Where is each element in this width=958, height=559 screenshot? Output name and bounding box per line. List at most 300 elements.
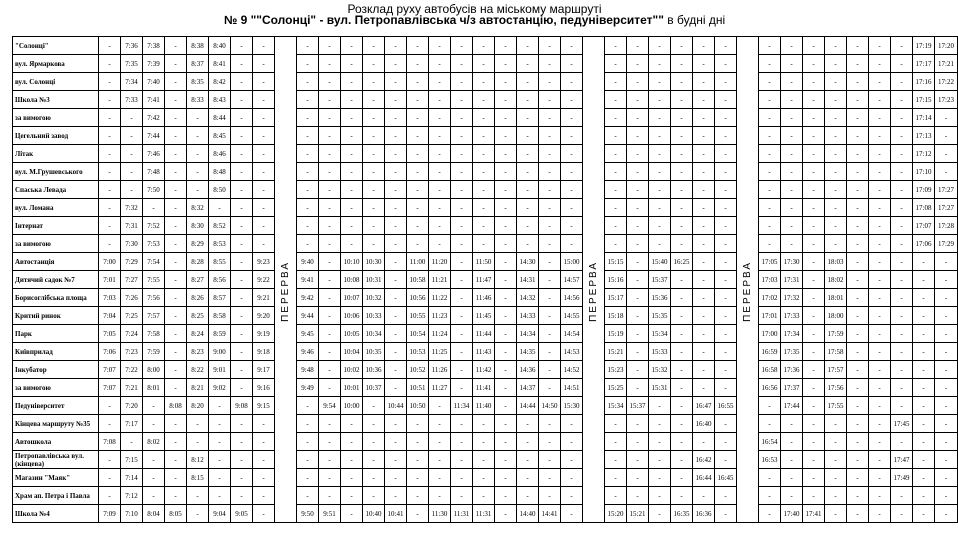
time-cell: - bbox=[187, 487, 209, 505]
time-cell: - bbox=[825, 451, 847, 469]
time-cell: - bbox=[341, 91, 363, 109]
time-cell: 17:31 bbox=[781, 271, 803, 289]
time-cell: 10:08 bbox=[341, 271, 363, 289]
time-cell: - bbox=[913, 397, 935, 415]
time-cell: - bbox=[319, 271, 341, 289]
time-cell: - bbox=[165, 433, 187, 451]
time-cell: - bbox=[715, 487, 737, 505]
time-cell: - bbox=[341, 181, 363, 199]
time-cell: 16:55 bbox=[715, 397, 737, 415]
time-cell: - bbox=[231, 127, 253, 145]
time-cell: - bbox=[935, 343, 958, 361]
time-cell: - bbox=[385, 289, 407, 307]
time-cell: 8:21 bbox=[187, 379, 209, 397]
time-cell: 7:26 bbox=[121, 289, 143, 307]
time-cell: - bbox=[869, 73, 891, 91]
time-cell: 8:43 bbox=[209, 91, 231, 109]
time-cell: - bbox=[539, 145, 561, 163]
time-cell: - bbox=[143, 469, 165, 487]
time-cell: - bbox=[451, 271, 473, 289]
time-cell: 15:21 bbox=[605, 343, 627, 361]
time-cell: 10:04 bbox=[341, 343, 363, 361]
table-row bbox=[13, 37, 958, 55]
time-cell: - bbox=[341, 109, 363, 127]
time-cell: 14:50 bbox=[539, 397, 561, 415]
time-cell: 7:07 bbox=[99, 379, 121, 397]
time-cell: 8:01 bbox=[143, 379, 165, 397]
time-cell: - bbox=[451, 451, 473, 469]
time-cell: 7:52 bbox=[143, 217, 165, 235]
time-cell: - bbox=[781, 433, 803, 451]
time-cell: - bbox=[649, 415, 671, 433]
time-cell: - bbox=[231, 217, 253, 235]
time-cell: - bbox=[781, 163, 803, 181]
time-cell: 8:27 bbox=[187, 271, 209, 289]
time-cell: - bbox=[649, 127, 671, 145]
time-cell: - bbox=[231, 487, 253, 505]
time-cell: - bbox=[803, 469, 825, 487]
time-cell: 10:41 bbox=[385, 505, 407, 523]
time-cell: 15:32 bbox=[649, 361, 671, 379]
time-cell: - bbox=[627, 199, 649, 217]
time-cell: 9:42 bbox=[297, 289, 319, 307]
time-cell: - bbox=[385, 181, 407, 199]
time-cell: 17:45 bbox=[891, 415, 913, 433]
time-cell: 17:27 bbox=[935, 199, 958, 217]
time-cell: 7:50 bbox=[143, 181, 165, 199]
time-cell: 9:49 bbox=[297, 379, 319, 397]
time-cell: - bbox=[803, 361, 825, 379]
time-cell: - bbox=[429, 199, 451, 217]
table-row bbox=[13, 109, 958, 127]
time-cell: 16:36 bbox=[693, 505, 715, 523]
time-cell: 14:36 bbox=[517, 361, 539, 379]
time-cell: - bbox=[341, 55, 363, 73]
time-cell: - bbox=[495, 469, 517, 487]
table-row bbox=[13, 505, 958, 523]
time-cell: - bbox=[671, 397, 693, 415]
time-cell: - bbox=[671, 307, 693, 325]
time-cell: - bbox=[341, 163, 363, 181]
time-cell: 7:12 bbox=[121, 487, 143, 505]
time-cell: - bbox=[869, 271, 891, 289]
time-cell: - bbox=[451, 469, 473, 487]
time-cell: - bbox=[99, 487, 121, 505]
time-cell: - bbox=[539, 487, 561, 505]
time-cell: 8:02 bbox=[143, 433, 165, 451]
time-cell: - bbox=[363, 199, 385, 217]
time-cell: - bbox=[473, 145, 495, 163]
time-cell: 15:21 bbox=[627, 505, 649, 523]
time-cell: - bbox=[649, 397, 671, 415]
time-cell: - bbox=[847, 199, 869, 217]
time-cell: 7:56 bbox=[143, 289, 165, 307]
time-cell: - bbox=[605, 181, 627, 199]
time-cell: - bbox=[781, 487, 803, 505]
time-cell: 8:58 bbox=[209, 307, 231, 325]
table-row bbox=[13, 415, 958, 433]
time-cell: 17:40 bbox=[781, 505, 803, 523]
time-cell: - bbox=[253, 433, 275, 451]
time-cell: - bbox=[869, 181, 891, 199]
time-cell: - bbox=[891, 307, 913, 325]
time-cell: - bbox=[209, 415, 231, 433]
time-cell: - bbox=[253, 55, 275, 73]
time-cell: - bbox=[803, 379, 825, 397]
table-row bbox=[13, 91, 958, 109]
time-cell: - bbox=[319, 289, 341, 307]
time-cell: - bbox=[715, 253, 737, 271]
time-cell: - bbox=[539, 469, 561, 487]
time-cell: - bbox=[869, 199, 891, 217]
time-cell: - bbox=[825, 163, 847, 181]
time-cell: 11:21 bbox=[429, 271, 451, 289]
time-cell: - bbox=[561, 181, 583, 199]
time-cell: - bbox=[231, 163, 253, 181]
time-cell: - bbox=[451, 415, 473, 433]
time-cell: - bbox=[363, 127, 385, 145]
time-cell: - bbox=[671, 271, 693, 289]
time-cell: 17:06 bbox=[913, 235, 935, 253]
time-cell: - bbox=[539, 235, 561, 253]
time-cell: - bbox=[517, 91, 539, 109]
time-cell: 15:34 bbox=[649, 325, 671, 343]
time-cell: 17:57 bbox=[825, 361, 847, 379]
time-cell: - bbox=[825, 181, 847, 199]
time-cell: 10:32 bbox=[363, 289, 385, 307]
time-cell: - bbox=[759, 55, 781, 73]
time-cell: - bbox=[781, 181, 803, 199]
time-cell: - bbox=[451, 307, 473, 325]
time-cell: - bbox=[319, 235, 341, 253]
time-cell: - bbox=[913, 415, 935, 433]
time-cell: - bbox=[473, 469, 495, 487]
stop-name: Спаська Левада bbox=[13, 181, 99, 199]
time-cell: - bbox=[385, 253, 407, 271]
stop-name: Київприлад bbox=[13, 343, 99, 361]
time-cell: 11:45 bbox=[473, 307, 495, 325]
time-cell: 9:19 bbox=[253, 325, 275, 343]
time-cell: - bbox=[649, 505, 671, 523]
time-cell: - bbox=[627, 415, 649, 433]
time-cell: 8:57 bbox=[209, 289, 231, 307]
time-cell: - bbox=[913, 487, 935, 505]
stop-name: Автостанція bbox=[13, 253, 99, 271]
time-cell: - bbox=[891, 253, 913, 271]
time-cell: - bbox=[517, 145, 539, 163]
time-cell: - bbox=[429, 469, 451, 487]
time-cell: 11:41 bbox=[473, 379, 495, 397]
time-cell: - bbox=[803, 109, 825, 127]
time-cell: - bbox=[319, 343, 341, 361]
time-cell: 17:10 bbox=[913, 163, 935, 181]
time-cell: - bbox=[539, 253, 561, 271]
time-cell: 10:00 bbox=[341, 397, 363, 415]
time-cell: - bbox=[121, 127, 143, 145]
time-cell: - bbox=[297, 433, 319, 451]
time-cell: - bbox=[407, 145, 429, 163]
time-cell: - bbox=[187, 181, 209, 199]
time-cell: - bbox=[231, 307, 253, 325]
time-cell: - bbox=[99, 451, 121, 469]
time-cell: - bbox=[891, 271, 913, 289]
time-cell: - bbox=[627, 91, 649, 109]
time-cell: - bbox=[231, 343, 253, 361]
time-cell: - bbox=[847, 343, 869, 361]
time-cell: - bbox=[913, 307, 935, 325]
time-cell: - bbox=[561, 163, 583, 181]
stop-name: Критий ринок bbox=[13, 307, 99, 325]
time-cell: - bbox=[165, 163, 187, 181]
time-cell: 10:33 bbox=[363, 307, 385, 325]
time-cell: 9:05 bbox=[231, 505, 253, 523]
time-cell: 14:52 bbox=[561, 361, 583, 379]
time-cell: - bbox=[385, 469, 407, 487]
time-cell: - bbox=[759, 487, 781, 505]
time-cell: - bbox=[671, 433, 693, 451]
time-cell: - bbox=[759, 37, 781, 55]
time-cell: - bbox=[495, 73, 517, 91]
time-cell: 7:05 bbox=[99, 325, 121, 343]
time-cell: - bbox=[561, 73, 583, 91]
time-cell: - bbox=[99, 145, 121, 163]
time-cell: - bbox=[803, 289, 825, 307]
time-cell: - bbox=[429, 109, 451, 127]
time-cell: 11:50 bbox=[473, 253, 495, 271]
time-cell: - bbox=[913, 253, 935, 271]
time-cell: 10:36 bbox=[363, 361, 385, 379]
time-cell: 11:22 bbox=[429, 289, 451, 307]
time-cell: - bbox=[451, 433, 473, 451]
table-row bbox=[13, 325, 958, 343]
time-cell: - bbox=[407, 505, 429, 523]
time-cell: - bbox=[627, 433, 649, 451]
time-cell: 14:33 bbox=[517, 307, 539, 325]
time-cell: - bbox=[935, 271, 958, 289]
time-cell: - bbox=[803, 37, 825, 55]
time-cell: - bbox=[253, 127, 275, 145]
time-cell: 15:23 bbox=[605, 361, 627, 379]
time-cell: - bbox=[891, 487, 913, 505]
time-cell: - bbox=[715, 325, 737, 343]
time-cell: - bbox=[187, 127, 209, 145]
time-cell: - bbox=[451, 109, 473, 127]
time-cell: - bbox=[935, 469, 958, 487]
time-cell: - bbox=[297, 199, 319, 217]
table-row bbox=[13, 379, 958, 397]
time-cell: 14:35 bbox=[517, 343, 539, 361]
time-cell: - bbox=[495, 289, 517, 307]
time-cell: 9:46 bbox=[297, 343, 319, 361]
time-cell: - bbox=[319, 325, 341, 343]
time-cell: - bbox=[341, 127, 363, 145]
time-cell: - bbox=[319, 253, 341, 271]
time-cell: - bbox=[869, 127, 891, 145]
time-cell: - bbox=[495, 199, 517, 217]
time-cell: - bbox=[165, 91, 187, 109]
time-cell: 10:50 bbox=[407, 397, 429, 415]
time-cell: - bbox=[759, 199, 781, 217]
time-cell: - bbox=[539, 91, 561, 109]
time-cell: - bbox=[99, 415, 121, 433]
time-cell: - bbox=[913, 289, 935, 307]
time-cell: - bbox=[913, 343, 935, 361]
time-cell: - bbox=[253, 37, 275, 55]
time-cell: - bbox=[341, 487, 363, 505]
time-cell: - bbox=[715, 199, 737, 217]
time-cell: 7:29 bbox=[121, 253, 143, 271]
time-cell: - bbox=[715, 271, 737, 289]
time-cell: 9:01 bbox=[209, 361, 231, 379]
time-cell: 17:05 bbox=[759, 253, 781, 271]
time-cell: - bbox=[539, 217, 561, 235]
time-cell: - bbox=[341, 73, 363, 91]
time-cell: - bbox=[363, 163, 385, 181]
time-cell: - bbox=[451, 37, 473, 55]
time-cell: - bbox=[341, 235, 363, 253]
time-cell: - bbox=[187, 145, 209, 163]
time-cell: - bbox=[869, 397, 891, 415]
time-cell: 7:14 bbox=[121, 469, 143, 487]
time-cell: 7:25 bbox=[121, 307, 143, 325]
time-cell: - bbox=[121, 181, 143, 199]
time-cell: - bbox=[451, 181, 473, 199]
time-cell: 9:48 bbox=[297, 361, 319, 379]
time-cell: - bbox=[627, 163, 649, 181]
time-cell: - bbox=[319, 145, 341, 163]
time-cell: 8:15 bbox=[187, 469, 209, 487]
time-cell: - bbox=[693, 289, 715, 307]
time-cell: - bbox=[869, 433, 891, 451]
time-cell: - bbox=[693, 379, 715, 397]
time-cell: - bbox=[539, 289, 561, 307]
time-cell: - bbox=[165, 343, 187, 361]
time-cell: - bbox=[913, 451, 935, 469]
time-cell: - bbox=[407, 433, 429, 451]
time-cell: - bbox=[165, 217, 187, 235]
time-cell: - bbox=[627, 307, 649, 325]
time-cell: - bbox=[363, 451, 385, 469]
time-cell: 17:20 bbox=[935, 37, 958, 55]
time-cell: - bbox=[869, 55, 891, 73]
time-cell: - bbox=[451, 253, 473, 271]
time-cell: - bbox=[715, 163, 737, 181]
time-cell: - bbox=[429, 127, 451, 145]
time-cell: 17:47 bbox=[891, 451, 913, 469]
time-cell: - bbox=[781, 37, 803, 55]
time-cell: - bbox=[231, 181, 253, 199]
table-row bbox=[13, 181, 958, 199]
time-cell: - bbox=[165, 325, 187, 343]
time-cell: 17:41 bbox=[803, 505, 825, 523]
time-cell: - bbox=[99, 37, 121, 55]
time-cell: - bbox=[803, 487, 825, 505]
time-cell: - bbox=[407, 469, 429, 487]
time-cell: - bbox=[561, 91, 583, 109]
time-cell: - bbox=[451, 55, 473, 73]
break-column bbox=[737, 37, 759, 523]
time-cell: - bbox=[891, 325, 913, 343]
time-cell: 17:33 bbox=[781, 307, 803, 325]
table-row bbox=[13, 469, 958, 487]
time-cell: 7:10 bbox=[121, 505, 143, 523]
time-cell: - bbox=[825, 217, 847, 235]
time-cell: 7:58 bbox=[143, 325, 165, 343]
time-cell: 11:27 bbox=[429, 379, 451, 397]
stop-name: Магазин "Маяк" bbox=[13, 469, 99, 487]
time-cell: 10:52 bbox=[407, 361, 429, 379]
time-cell: - bbox=[715, 505, 737, 523]
time-cell: - bbox=[231, 271, 253, 289]
time-cell: - bbox=[231, 235, 253, 253]
time-cell: - bbox=[231, 379, 253, 397]
time-cell: - bbox=[209, 433, 231, 451]
time-cell: - bbox=[891, 127, 913, 145]
stop-name: Педуніверситет bbox=[13, 397, 99, 415]
time-cell: 11:24 bbox=[429, 325, 451, 343]
time-cell: - bbox=[869, 145, 891, 163]
time-cell: - bbox=[363, 469, 385, 487]
time-cell: - bbox=[99, 91, 121, 109]
time-cell: 8:33 bbox=[187, 91, 209, 109]
time-cell: - bbox=[517, 451, 539, 469]
time-cell: - bbox=[385, 415, 407, 433]
time-cell: 11:30 bbox=[429, 505, 451, 523]
time-cell: - bbox=[407, 127, 429, 145]
time-cell: - bbox=[649, 181, 671, 199]
time-cell: 15:19 bbox=[605, 325, 627, 343]
time-cell: 7:24 bbox=[121, 325, 143, 343]
time-cell: - bbox=[781, 469, 803, 487]
time-cell: - bbox=[429, 73, 451, 91]
time-cell: 9:54 bbox=[319, 397, 341, 415]
time-cell: - bbox=[363, 397, 385, 415]
time-cell: - bbox=[517, 163, 539, 181]
time-cell: 15:16 bbox=[605, 271, 627, 289]
time-cell: 11:26 bbox=[429, 361, 451, 379]
time-cell: - bbox=[627, 37, 649, 55]
time-cell: 17:32 bbox=[781, 289, 803, 307]
break-label: ПЕРЕРВА bbox=[588, 261, 599, 322]
time-cell: - bbox=[231, 55, 253, 73]
time-cell: 10:07 bbox=[341, 289, 363, 307]
time-cell: - bbox=[605, 145, 627, 163]
time-cell: - bbox=[429, 37, 451, 55]
time-cell: - bbox=[385, 343, 407, 361]
time-cell: 18:02 bbox=[825, 271, 847, 289]
time-cell: - bbox=[253, 505, 275, 523]
time-cell: - bbox=[803, 433, 825, 451]
time-cell: - bbox=[517, 37, 539, 55]
time-cell: - bbox=[319, 487, 341, 505]
time-cell: - bbox=[99, 127, 121, 145]
time-cell: - bbox=[319, 91, 341, 109]
time-cell: - bbox=[385, 37, 407, 55]
time-cell: - bbox=[297, 397, 319, 415]
time-cell: - bbox=[803, 181, 825, 199]
time-cell: - bbox=[121, 163, 143, 181]
time-cell: - bbox=[253, 415, 275, 433]
time-cell: - bbox=[363, 37, 385, 55]
time-cell: - bbox=[517, 235, 539, 253]
time-cell: 9:18 bbox=[253, 343, 275, 361]
time-cell: - bbox=[627, 55, 649, 73]
time-cell: - bbox=[473, 55, 495, 73]
time-cell: - bbox=[429, 91, 451, 109]
time-cell: - bbox=[319, 469, 341, 487]
time-cell: - bbox=[693, 217, 715, 235]
time-cell: - bbox=[253, 199, 275, 217]
